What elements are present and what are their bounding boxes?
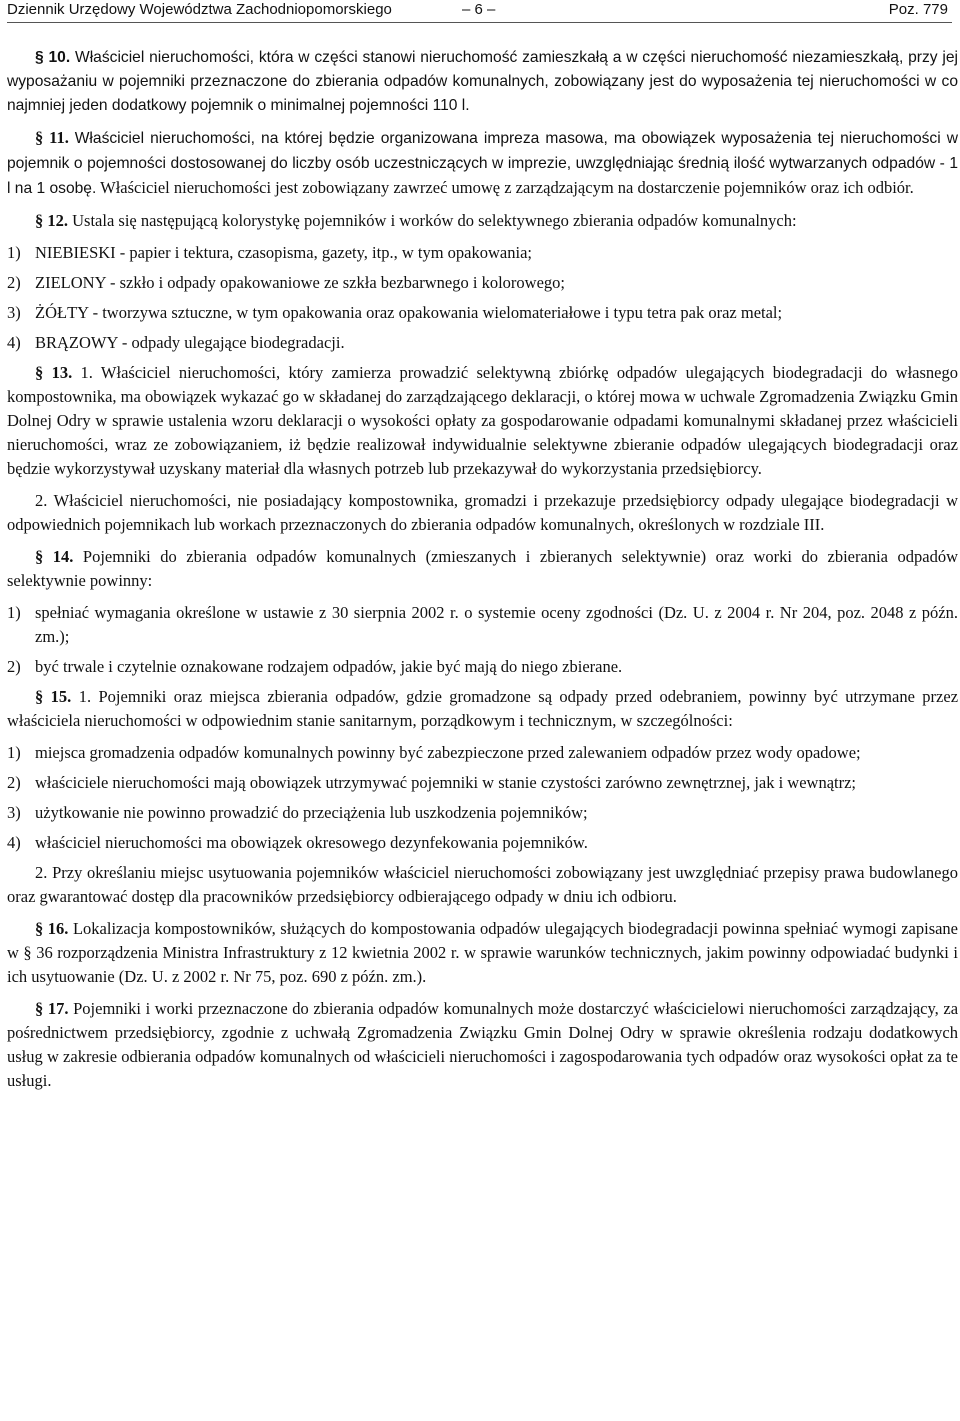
list-item-text: użytkowanie nie powinno prowadzić do przeciążenia lub uszkodzenia pojemników; [35,803,588,822]
list-item-label: 2) [7,773,21,792]
paragraph-number: § 10. [35,49,71,66]
list-item-text: spełniać wymagania określone w ustawie z 30 sierpnia 2002 r. o systemie oceny zgodności (Dz. U. z 2004 r. Nr 204, poz. 2048 z późn. zm.); [35,603,958,646]
paragraph-14 [7,545,958,593]
list-item-label: 2) [7,657,21,676]
paragraph-text: Lokalizacja kompostowników, służących do kompostowania odpadów ulegających biodegradacji powinna spełniać wymogi zapisane w § 36 rozporządzenia Ministra Infrastruktury z 12 kwietnia 2002 r. w sprawie warunków technicznych, jakim powinny odpowiadać budynki i ich usytuowanie (Dz. U. z 2002 r. Nr 75, poz. 690 z późn. zm.). [7,919,959,986]
list-item-label: 1) [7,243,21,262]
list-item-label: 1) [7,603,21,622]
paragraph-text: Właściciel nieruchomości, która w części stanowi nieruchomość zamieszkałą a w części nieruchomość niezamieszkałą, przy jej wyposażaniu w pojemniki przeznaczone do zbierania odpadów komunalnych, zobowiązany jest do wyposażenia tej nieruchomości w co najmniej jeden dodatkowy pojemnik o minimalnej pojemności 110 l. [7,49,958,114]
paragraph-15-point-2 [7,861,958,909]
list-item [7,331,958,355]
header-divider [7,22,952,23]
list-item [7,741,958,765]
list-item-label: 3) [7,803,21,822]
list-item [7,271,958,295]
paragraph-text: 2. Właściciel nieruchomości, nie posiadający kompostownika, gromadzi i przekazuje przedsiębiorcy odpady ulegające biodegradacji w odpowiednich pojemnikach lub workach przeznaczonych do zbierania odpadów komunalnych, określonych w rozdziale III. [7,491,958,534]
paragraph-text: Właściciel nieruchomości, na której będzie organizowana impreza masowa, ma obowiązek wyposażenia tej nieruchomości w pojemnik o pojemności dostosowanej do liczby osób uczestniczących w imprezie, uwzględniając średnią ilość wytwarzanych odpadów - 1 l na 1 osobę. [7,130,959,197]
paragraph-16 [7,917,958,989]
list-item-text: właściciele nieruchomości mają obowiązek utrzymywać pojemniki w stanie czystości zarówno zewnętrznej, jak i wewnątrz; [35,773,857,792]
paragraph-text: Pojemniki i worki przeznaczone do zbierania odpadów komunalnych może dostarczyć właścicielowi nieruchomości zarządzający, za pośrednictwem przedsiębiorcy, zgodnie z uchwałą Zgromadzenia Związku Gmin Dolnej Odry w sprawie określenia rodzaju dodatkowych usług w zakresie odbierania odpadów komunalnych od właścicieli nieruchomości i zagospodarowania tych odpadów oraz wysokości opłat za te usługi. [7,999,959,1090]
paragraph-11 [7,126,958,201]
paragraph-text-continued: Właściciel nieruchomości jest zobowiązany zawrzeć umowę z zarządzającym na dostarczenie pojemników oraz ich odbiór. [96,178,914,197]
list-item [7,601,958,649]
paragraph-text: Ustala się następującą kolorystykę pojemników i worków do selektywnego zbierania odpadów komunalnych: [72,211,797,230]
paragraph-13 [7,361,958,481]
list-item [7,241,958,265]
paragraph-text: Pojemniki do zbierania odpadów komunalnych (zmieszanych i zbieranych selektywnie) oraz worki do zbierania odpadów selektywnie powinny: [7,547,958,590]
paragraph-number: § 16. [35,919,69,938]
list-item [7,301,958,325]
paragraph-number: § 11. [35,128,69,147]
paragraph-15 [7,685,958,733]
list-item [7,801,958,825]
list-item-label: 4) [7,833,21,852]
position-number: Poz. 779 [888,1,948,18]
paragraph-10 [7,46,958,118]
list-item-text: właściciel nieruchomości ma obowiązek okresowego dezynfekowania pojemników. [35,833,588,852]
list-item-text: miejsca gromadzenia odpadów komunalnych powinny być zabezpieczone przed zalewaniem odpadów przez wody opadowe; [35,743,861,762]
list-item-text: ŻÓŁTY - tworzywa sztuczne, w tym opakowania oraz opakowania wielomateriałowe i typu tetra pak oraz metal; [35,303,783,322]
list-item-text: być trwale i czytelnie oznakowane rodzajem odpadów, jakie być mają do niego zbierane. [35,657,623,676]
paragraph-number: § 13. [35,363,73,382]
list-item-label: 3) [7,303,21,322]
paragraph-text: 1. Pojemniki oraz miejsca zbierania odpadów, gdzie gromadzone są odpady przed odebraniem, powinny być utrzymane przez właściciela nieruchomości w odpowiednim stanie sanitarnym, porządkowym i technicznym, w szczególności: [7,687,959,730]
paragraph-12 [7,209,958,233]
paragraph-13-point-2 [7,489,958,537]
list-item-label: 4) [7,333,21,352]
list-item-label: 1) [7,743,21,762]
list-item [7,655,958,679]
document-body [7,46,958,1101]
paragraph-text: 2. Przy określaniu miejsc usytuowania pojemników właściciel nieruchomości zobowiązany jest uwzględniać przepisy prawa budowlanego oraz gwarantować dostęp dla pracowników przedsiębiorcy odbierającego odpady w dniu ich odbioru. [7,863,958,906]
list-item-text: BRĄZOWY - odpady ulegające biodegradacji. [35,333,345,352]
page-number: – 6 – [462,1,496,18]
paragraph-number: § 12. [35,211,68,230]
list-item [7,771,958,795]
paragraph-text: 1. Właściciel nieruchomości, który zamierza prowadzić selektywną zbiórkę odpadów ulegających biodegradacji do własnego kompostownika, ma obowiązek wykazać go w składanej do zarządzającego deklaracji, o której mowa w uchwale Zgromadzenia Związku Gmin Dolnej Odry w sprawie ustalenia wzoru deklaracji o wysokości opłaty za gospodarowanie odpadami komunalnymi składanej przez właścicieli nieruchomości, wraz ze zobowiązaniem, iż będzie realizował indywidualnie selektywne zbieranie odpadów ulegających biodegradacji oraz będzie wykorzystywał uzyskany materiał dla własnych potrzeb lub przekazywał do wykorzystania przedsiębiorcy. [7,363,959,478]
paragraph-number: § 15. [35,687,72,706]
list-item [7,831,958,855]
paragraph-17 [7,997,958,1093]
journal-title: Dziennik Urzędowy Województwa Zachodniopomorskiego [7,1,392,18]
paragraph-number: § 14. [35,547,74,566]
paragraph-number: § 17. [35,999,69,1018]
list-item-text: ZIELONY - szkło i odpady opakowaniowe ze szkła bezbarwnego i kolorowego; [35,273,565,292]
page-header [0,0,960,22]
list-item-label: 2) [7,273,21,292]
list-item-text: NIEBIESKI - papier i tektura, czasopisma, gazety, itp., w tym opakowania; [35,243,532,262]
